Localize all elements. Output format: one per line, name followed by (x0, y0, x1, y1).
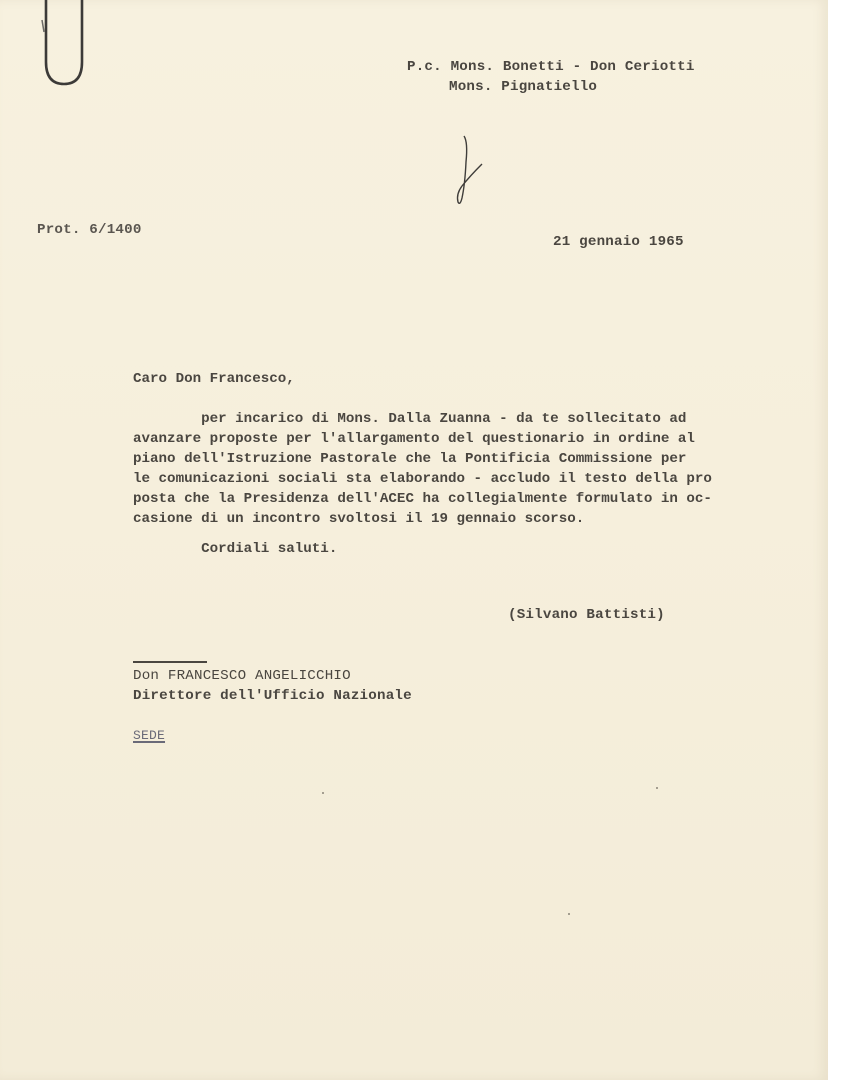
letter-date: 21 gennaio 1965 (553, 234, 684, 250)
recipient-title: Direttore dell'Ufficio Nazionale (133, 688, 412, 704)
paper-clip-mark (36, 0, 96, 92)
body-line: per incarico di Mons. Dalla Zuanna - da te sollecitato ad (133, 411, 687, 427)
cc-line-2: Mons. Pignatiello (449, 79, 598, 95)
paper-speck (568, 913, 570, 915)
recipient-divider (133, 661, 207, 663)
body-line: le comunicazioni sociali sta elaborando - accludo il testo della pro (133, 471, 712, 487)
body-line: piano dell'Istruzione Pastorale che la Pontificia Commissione per (133, 451, 687, 467)
paper-speck (322, 792, 324, 794)
cc-line-1: P.c. Mons. Bonetti - Don Ceriotti (407, 59, 695, 75)
salutation: Caro Don Francesco, (133, 371, 295, 387)
closing: Cordiali saluti. (133, 541, 338, 557)
body-line: casione di un incontro svoltosi il 19 gennaio scorso. (133, 511, 585, 527)
paper-speck (656, 787, 658, 789)
scan-margin (828, 0, 860, 1080)
handwritten-initial-mark (448, 132, 488, 212)
recipient-name: Don FRANCESCO ANGELICCHIO (133, 668, 351, 684)
body-line: avanzare proposte per l'allargamento del questionario in ordine al (133, 431, 695, 447)
body-line: posta che la Presidenza dell'ACEC ha collegialmente formulato in oc- (133, 491, 712, 507)
recipient-location: SEDE (133, 728, 166, 743)
protocol-number: Prot. 6/1400 (37, 222, 142, 238)
signature: (Silvano Battisti) (508, 607, 665, 623)
